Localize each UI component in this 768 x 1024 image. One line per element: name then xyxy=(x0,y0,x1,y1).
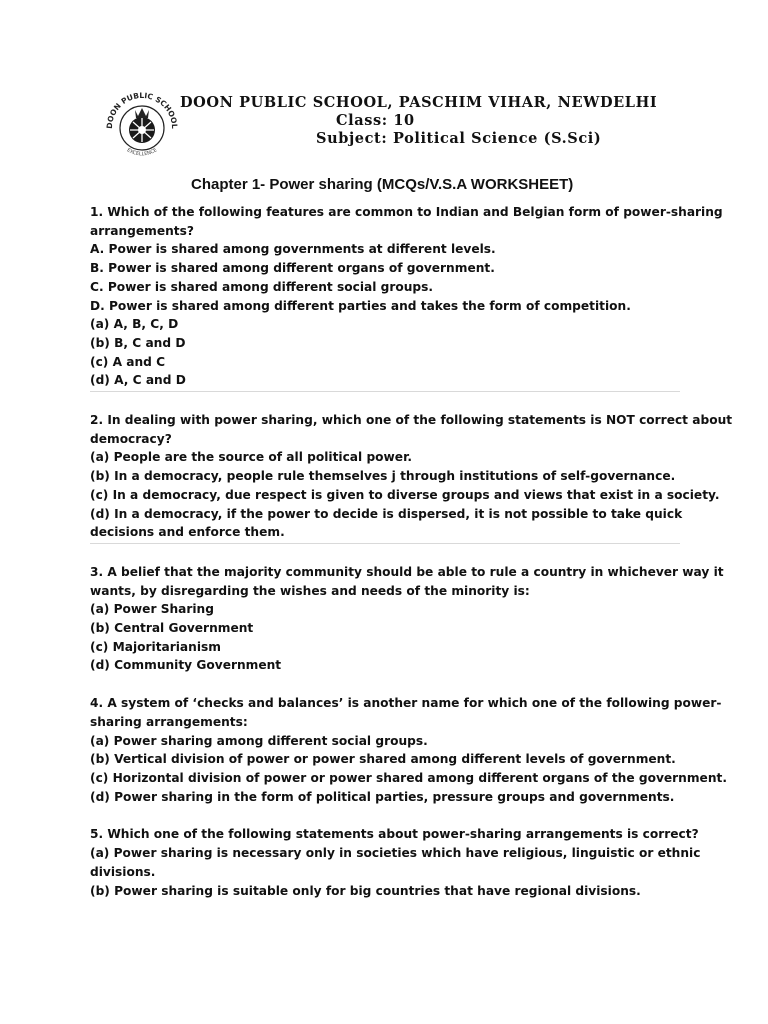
question-stem: 3. A belief that the majority community should be able to rule a country in whichever way it xyxy=(90,564,724,579)
option-line: (b) B, C and D xyxy=(90,335,186,350)
option-line: D. Power is shared among different parties and takes the form of competition. xyxy=(90,298,631,313)
option-line: decisions and enforce them. xyxy=(90,525,285,540)
school-name: DOON PUBLIC SCHOOL, PASCHIM VIHAR, NEWDELHI xyxy=(180,94,658,111)
option-line: (a) Power sharing among different social groups. xyxy=(90,733,428,748)
question-stem: 5. Which one of the following statements about power-sharing arrangements is correct? xyxy=(90,827,699,842)
svg-text:EXCELLENCE xyxy=(126,147,158,157)
question-stem: arrangements? xyxy=(90,223,194,238)
option-line: (a) A, B, C, D xyxy=(90,317,179,332)
option-line: (a) Power Sharing xyxy=(90,602,214,617)
option-line: (d) In a democracy, if the power to decide is dispersed, it is not possible to take quick xyxy=(90,506,683,521)
question-stem: sharing arrangements: xyxy=(90,714,248,729)
option-line: (a) Power sharing is necessary only in societies which have religious, linguistic or ethnic xyxy=(90,846,701,861)
question-stem: 4. A system of ‘checks and balances’ is another name for which one of the following power- xyxy=(90,696,722,711)
option-line: C. Power is shared among different social groups. xyxy=(90,279,434,294)
option-line: (d) Community Government xyxy=(90,658,282,673)
question-stem: 2. In dealing with power sharing, which one of the following statements is NOT correct about xyxy=(90,413,733,428)
option-line: divisions. xyxy=(90,864,156,879)
option-line: (c) In a democracy, due respect is given to diverse groups and views that exist in a society. xyxy=(90,487,720,502)
option-line: (a) People are the source of all political power. xyxy=(90,450,412,465)
question-3 xyxy=(90,563,724,675)
option-line: (c) Majoritarianism xyxy=(90,639,221,654)
question-list xyxy=(90,203,733,900)
class-line: Class: 10 xyxy=(336,112,415,129)
option-line: (b) Vertical division of power or power shared among different levels of government. xyxy=(90,752,676,767)
question-2 xyxy=(90,411,733,544)
option-line: (d) A, C and D xyxy=(90,373,186,388)
option-line: (c) Horizontal division of power or power shared among different organs of the government. xyxy=(90,770,727,785)
option-line: (c) A and C xyxy=(90,354,166,369)
logo-motto-text: EXCELLENCE xyxy=(125,147,159,158)
question-stem: 1. Which of the following features are common to Indian and Belgian form of power-sharing xyxy=(90,205,723,219)
chapter-title: Chapter 1- Power sharing (MCQs/V.S.A WORKSHEET) xyxy=(191,176,574,193)
question-1 xyxy=(90,203,723,392)
option-line: (b) Power sharing is suitable only for big countries that have regional divisions. xyxy=(90,883,641,898)
option-line: A. Power is shared among governments at different levels. xyxy=(90,242,496,257)
school-logo xyxy=(104,88,180,164)
option-line: (b) Central Government xyxy=(90,621,254,636)
question-stem: democracy? xyxy=(90,431,172,446)
option-line: (b) In a democracy, people rule themselves j through institutions of self-governance. xyxy=(90,469,676,484)
subject-line: Subject: Political Science (S.Sci) xyxy=(316,130,602,147)
question-stem: wants, by disregarding the wishes and needs of the minority is: xyxy=(90,583,530,598)
question-5 xyxy=(90,825,701,900)
logo-arc-text: DOON PUBLIC SCHOOL xyxy=(104,90,180,129)
option-line: B. Power is shared among different organs of government. xyxy=(90,261,495,276)
option-line: (d) Power sharing in the form of political parties, pressure groups and governments. xyxy=(90,789,675,804)
question-4 xyxy=(90,694,727,806)
